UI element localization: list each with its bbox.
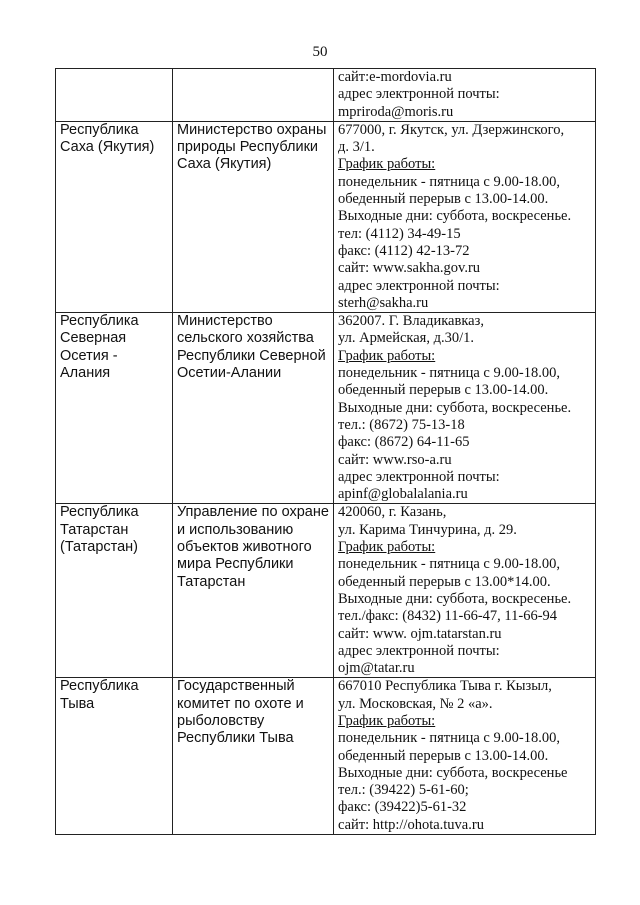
contact-line: Выходные дни: суббота, воскресенье. (338, 399, 572, 416)
table-row (56, 313, 596, 504)
organization-name-line: Министерство (177, 313, 273, 330)
region-cell (56, 504, 173, 678)
contact-line: 420060, г. Казань, (338, 504, 447, 521)
work-schedule-heading: График работы: (338, 156, 436, 173)
email-address: apinf@globalalania.ru (338, 486, 468, 503)
organization-name-line: Государственный (177, 678, 295, 695)
region-name-line: Осетия - (60, 347, 118, 364)
region-name-line: Республика (60, 313, 139, 330)
contact-line: адрес электронной почты: (338, 468, 500, 485)
email-address: ojm@tatar.ru (338, 660, 415, 677)
contact-line: 667010 Республика Тыва г. Кызыл, (338, 678, 552, 695)
contact-line: ул. Карима Тинчурина, д. 29. (338, 521, 517, 538)
region-name-line: Северная (60, 330, 127, 347)
table-row (56, 69, 596, 122)
organization-name-line: и использованию (177, 521, 294, 538)
contact-info-cell (334, 504, 596, 678)
region-name-line: Республика (60, 504, 139, 521)
contact-line: 362007. Г. Владикавказ, (338, 313, 484, 330)
region-name-line: Республика (60, 121, 139, 138)
contact-line: понедельник - пятница с 9.00-18.00, (338, 173, 560, 190)
organization-cell (173, 121, 334, 312)
organization-cell (173, 504, 334, 678)
contact-line: факс: (4112) 42-13-72 (338, 242, 470, 259)
table-body (56, 69, 596, 835)
website-line: сайт:e-mordovia.ru (338, 69, 452, 85)
region-name-line: Тыва (60, 695, 95, 712)
contact-line: тел.: (39422) 5-61-60; (338, 782, 469, 799)
region-cell (56, 313, 173, 504)
region-cell (56, 69, 173, 122)
contact-line: факс: (39422)5-61-32 (338, 799, 467, 816)
contact-line: ул. Московская, № 2 «а». (338, 695, 493, 712)
contact-line: ул. Армейская, д.30/1. (338, 330, 474, 347)
contact-line: тел./факс: (8432) 11-66-47, 11-66-94 (338, 608, 558, 625)
contact-info-cell (334, 69, 596, 122)
region-name-line: Саха (Якутия) (60, 139, 155, 156)
website-line: сайт: www. ojm.tatarstan.ru (338, 625, 502, 642)
organization-cell (173, 69, 334, 122)
contact-info-cell (334, 678, 596, 835)
contact-line: адрес электронной почты: (338, 277, 500, 294)
contact-line: обеденный перерыв с 13.00-14.00. (338, 382, 549, 399)
email-address: sterh@sakha.ru (338, 294, 429, 311)
work-schedule-heading: График работы: (338, 347, 436, 364)
contact-line: обеденный перерыв с 13.00*14.00. (338, 573, 551, 590)
organization-name-line: Управление по охране (177, 504, 329, 521)
contact-line: обеденный перерыв с 13.00-14.00. (338, 191, 549, 208)
contact-line: д. 3/1. (338, 139, 375, 156)
organization-name-line: Республики Тыва (177, 730, 294, 747)
contact-line: адрес электронной почты: (338, 642, 500, 659)
organization-name-line: комитет по охоте и (177, 695, 304, 712)
contact-line: понедельник - пятница с 9.00-18.00, (338, 556, 560, 573)
region-name-line: Алания (60, 365, 111, 382)
organization-name-line: Осетии-Алании (177, 365, 282, 382)
contact-line: обеденный перерыв с 13.00-14.00. (338, 747, 549, 764)
region-name-line: (Татарстан) (60, 539, 139, 556)
website-line: сайт: http://ohota.tuva.ru (338, 816, 484, 833)
contact-info-cell (334, 121, 596, 312)
organization-name-line: Татарстан (177, 573, 246, 590)
organization-name-line: объектов животного (177, 539, 312, 556)
organization-name-line: рыболовству (177, 712, 265, 729)
contact-line: 677000, г. Якутск, ул. Дзержинского, (338, 121, 565, 138)
website-line: сайт: www.rso-a.ru (338, 451, 452, 468)
work-schedule-heading: График работы: (338, 712, 436, 729)
contact-line: понедельник - пятница с 9.00-18.00, (338, 730, 560, 747)
website-line: сайт: www.sakha.gov.ru (338, 260, 481, 277)
region-name-line: Республика (60, 678, 139, 695)
contact-line: Выходные дни: суббота, воскресенье (338, 764, 568, 781)
contact-line: адрес электронной почты: (338, 86, 500, 103)
organization-name-line: мира Республики (177, 556, 294, 573)
contact-line: Выходные дни: суббота, воскресенье. (338, 590, 572, 607)
region-cell (56, 121, 173, 312)
table-row (56, 678, 596, 835)
contact-line: понедельник - пятница с 9.00-18.00, (338, 365, 560, 382)
table-row (56, 121, 596, 312)
organization-name-line: Республики Северной (177, 347, 326, 364)
contact-line: факс: (8672) 64-11-65 (338, 434, 470, 451)
region-cell (56, 678, 173, 835)
organization-cell (173, 313, 334, 504)
table-row (56, 504, 596, 678)
work-schedule-heading: График работы: (338, 539, 436, 556)
organization-cell (173, 678, 334, 835)
page-number: 50 (312, 44, 328, 60)
contact-info-cell (334, 313, 596, 504)
organization-name-line: Министерство охраны (177, 121, 327, 138)
contact-line: Выходные дни: суббота, воскресенье. (338, 208, 572, 225)
contact-line: тел.: (8672) 75-13-18 (338, 416, 465, 433)
organization-name-line: сельского хозяйства (177, 330, 314, 347)
contact-line: тел: (4112) 34-49-15 (338, 225, 461, 242)
region-name-line: Татарстан (60, 521, 129, 538)
organization-name-line: природы Республики (177, 139, 319, 156)
organization-name-line: Саха (Якутия) (177, 156, 272, 173)
regions-contact-table (55, 68, 596, 835)
email-address: mpriroda@moris.ru (338, 103, 454, 120)
